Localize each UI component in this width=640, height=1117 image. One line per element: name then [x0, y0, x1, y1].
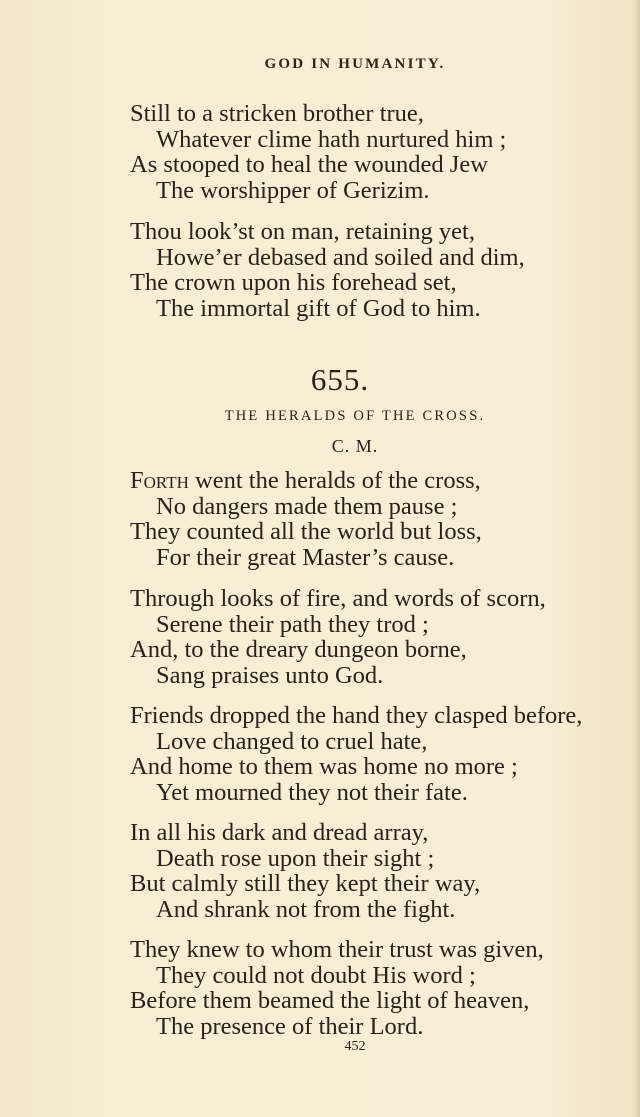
- verse-line: Thou look’st on man, retaining yet,: [130, 218, 475, 245]
- running-head: GOD IN HUMANITY.: [264, 56, 446, 72]
- verse-line: The presence of their Lord.: [156, 1012, 424, 1040]
- prev-hymn-stanza-1: [130, 101, 630, 203]
- verse-line: Friends dropped the hand they clasped before,: [130, 702, 583, 729]
- verse-line: And home to them was home no more ;: [130, 753, 518, 780]
- verse-line: And, to the dreary dungeon borne,: [130, 636, 467, 663]
- hymn-stanza-2: [130, 586, 630, 688]
- verse-line: But calmly still they kept their way,: [130, 870, 481, 897]
- verse-line: And shrank not from the fight.: [156, 895, 456, 923]
- verse-line: They could not doubt His word ;: [156, 961, 476, 989]
- first-word: Forth: [130, 467, 189, 494]
- verse-line: Serene their path they trod ;: [156, 610, 429, 638]
- verse-line: They counted all the world but loss,: [130, 518, 482, 545]
- verse-line: The immortal gift of God to him.: [156, 294, 481, 322]
- page-number: 452: [344, 1039, 366, 1054]
- verse-line: Death rose upon their sight ;: [156, 844, 435, 872]
- verse-line: The crown upon his forehead set,: [130, 269, 457, 296]
- verse-line: Still to a stricken brother true,: [130, 100, 424, 127]
- verse-line: Yet mourned they not their fate.: [156, 778, 468, 806]
- verse-line-first: [130, 468, 630, 494]
- hymn-stanza-5: [130, 937, 630, 1039]
- hymn-meter: C. M.: [331, 436, 379, 456]
- verse-line: For their great Master’s cause.: [156, 543, 455, 571]
- verse-line: The worshipper of Gerizim.: [156, 176, 430, 204]
- verse-line: Whatever clime hath nurtured him ;: [156, 125, 507, 153]
- hymn-stanza-3: [130, 703, 630, 805]
- verse-line: As stooped to heal the wounded Jew: [130, 151, 488, 178]
- first-line-rest: went the heralds of the cross,: [188, 467, 481, 494]
- hymn-stanza-1: [130, 468, 630, 570]
- page-edge-shadow: [634, 0, 640, 1117]
- verse-line: Before them beamed the light of heaven,: [130, 987, 530, 1014]
- verse-line: Sang praises unto God.: [156, 661, 384, 689]
- verse-line: Howe’er debased and soiled and dim,: [156, 243, 525, 271]
- verse-line: In all his dark and dread array,: [130, 819, 429, 846]
- verse-line: Through looks of fire, and words of scorn,: [130, 585, 546, 612]
- verse-line: No dangers made them pause ;: [156, 492, 458, 520]
- prev-hymn-stanza-2: [130, 219, 630, 321]
- verse-line: Love changed to cruel hate,: [156, 727, 428, 755]
- hymn-title: THE HERALDS OF THE CROSS.: [224, 408, 486, 424]
- hymn-stanza-4: [130, 820, 630, 922]
- hymn-number: 655.: [310, 362, 370, 397]
- verse-line: They knew to whom their trust was given,: [130, 936, 544, 963]
